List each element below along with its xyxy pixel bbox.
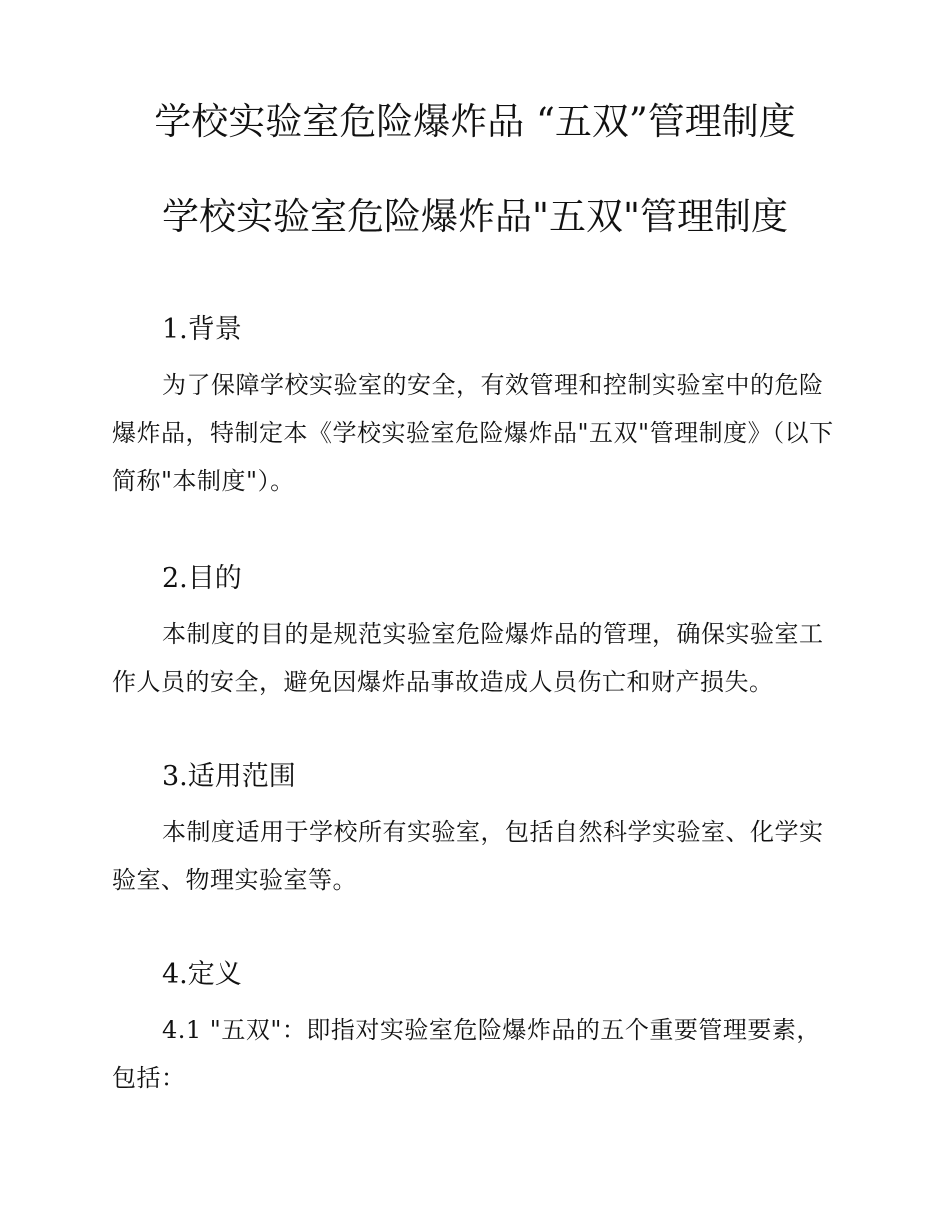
section-heading-definition: 4.定义 [162,959,242,990]
section-heading-purpose: 2.目的 [162,563,242,594]
section-heading-scope: 3.适用范围 [162,761,296,792]
section-heading-background: 1.背景 [162,314,242,345]
section-paragraph-background: 为了保障学校实验室的安全，有效管理和控制实验室中的危险爆炸品，特制定本《学校实验室危险爆炸品"五双"管理制度》（以下简称"本制度"）。 [112,371,834,495]
document-title: 学校实验室危险爆炸品 “五双”管理制度 [154,100,796,143]
section-paragraph-scope: 本制度适用于学校所有实验室，包括自然科学实验室、化学实验室、物理实验室等。 [112,818,824,894]
section-paragraph-purpose: 本制度的目的是规范实验室危险爆炸品的管理，确保实验室工作人员的安全，避免因爆炸品事故造成人员伤亡和财产损失。 [112,620,824,696]
document-subtitle: 学校实验室危险爆炸品"五双"管理制度 [161,195,789,238]
section-paragraph-definition: 4.1 "五双"：即指对实验室危险爆炸品的五个重要管理要素，包括： [112,1016,821,1092]
